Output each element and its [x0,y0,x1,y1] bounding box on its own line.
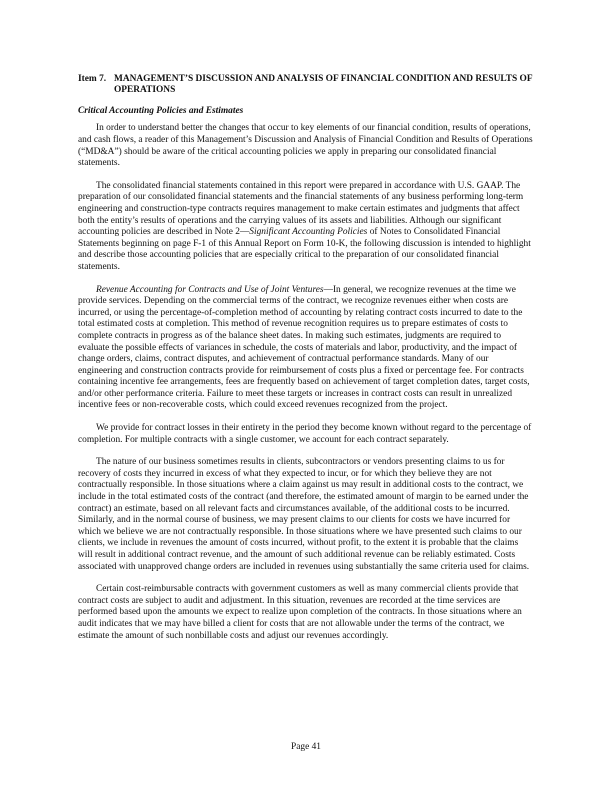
paragraph-3-text: —In general, we recognize revenues at the time we provide services. Depending on the commercial terms of the contract, we recognize revenues either when costs are incurred, or using the percentage-of-completion method of accounting by relating contract costs incurred to date to the total estimated costs at completion. This method of revenue recognition requires us to prepare estimates of costs to complete contracts in progress as of the balance sheet dates. In making such estimates, judgments are required to evaluate the possible effects of variances in schedule, the costs of materials and labor, productivity, and the impact of change orders, claims, contract disputes, and achievement of contractual performance standards. Many of our engineering and construction contracts provide for reimbursement of costs plus a fixed or percentage fee. For contracts containing incentive fee arrangements, fees are frequently based on achievement of target completion dates, target costs, and/or other performance criteria. Failure to meet these targets or increases in contract costs can result in unrealized incentive fees or non-recoverable costs, which could exceed revenues recognized from the project. [78,284,530,411]
item-number: Item 7. [78,74,107,84]
page-number: Page 41 [291,742,321,752]
paragraph-3 [78,285,534,413]
paragraph-3-heading: Revenue Accounting for Contracts and Use of Joint Ventures [96,284,324,295]
paragraph-4: We provide for contract losses in their entirety in the period they become known without regard to the percentage of completion. For multiple contracts with a single customer, we account for each contract separately. [78,423,532,445]
item-title: MANAGEMENT’S DISCUSSION AND ANALYSIS OF FINANCIAL CONDITION AND RESULTS OF OPERATIONS [114,74,533,96]
paragraph-6: Certain cost-reimbursable contracts with government customers as well as many commercial clients provide that contract costs are subject to audit and adjustment. In this situation, revenues are recorded at the time services are performed based upon the amounts we expect to realize upon completion of the contracts. In those situations where an audit indicates that we may have billed a client for costs that are not allowable under the terms of the contract, we estimate the amount of such nonbillable costs and adjust our revenues accordingly. [78,584,522,641]
section-title: Critical Accounting Policies and Estimates [78,105,244,116]
item-heading [78,74,534,97]
paragraph-1: In order to understand better the changes that occur to key elements of our financial condition, results of operations, and cash flows, a reader of this Management’s Discussion and Analysis of Financial Condition and Results of Operations (“MD&A”) should be aware of the critical accounting policies we apply in preparing our consolidated financial statements. [78,123,533,169]
paragraph-2-text-b: of Notes to Consolidated Financial Statements beginning on page F-1 of this Annual Report on Form 10-K, the following discussion is intended to highlight and describe those accounting policies that are especially critical to the preparation of our consolidated financial statements. [78,227,531,272]
paragraph-2-text-a: The consolidated financial statements contained in this report were prepared in accordance with U.S. GAAP. The preparation of our consolidated financial statements and the financial statements of any business performing long-term engineering and construction-type contracts requires management to make certain estimates and judgments that affect both the entity’s results of operations and the carrying values of its assets and liabilities. Although our significant accounting policies are described in Note 2— [78,180,524,238]
paragraph-2 [78,181,534,274]
paragraph-5: The nature of our business sometimes results in clients, subcontractors or vendors presenting claims to us for recovery of costs they incurred in excess of what they expected to incur, or for which they believe they are not contractually responsible. In those situations where a claim against us may result in additional costs to the contract, we include in the total estimated costs of the contract (and therefore, the estimated amount of margin to be earned under the contract) an estimate, based on all relevant facts and circumstances available, of the additional costs to be incurred. Similarly, and in the normal course of business, we may present claims to our clients for costs we have incurred for which we believe we are not contractually responsible. In those situations where we have presented such claims to our clients, we include in revenues the amount of costs incurred, without profit, to the extent it is probable that the claims will result in additional contract revenue, and the amount of such additional revenue can be reliably estimated. Costs associated with unapproved change orders are included in revenues using substantially the same criteria used for claims. [78,457,530,572]
paragraph-2-note-title: Significant Accounting Policies [249,227,368,238]
document-page [78,74,534,642]
